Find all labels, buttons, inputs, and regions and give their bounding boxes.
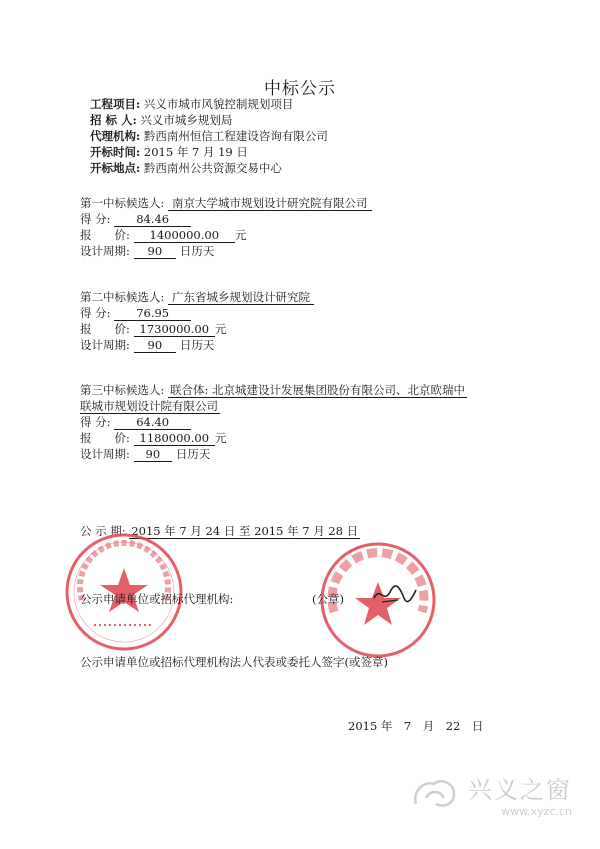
representative-line: 公示申请单位或招标代理机构法人代表或委托人签字(或签章) <box>80 655 388 669</box>
price-unit: 元 <box>215 322 227 336</box>
period-value: 90 <box>134 244 177 259</box>
candidate-2-name-row <box>80 290 314 305</box>
price-unit: 元 <box>215 431 227 445</box>
watermark-text: 兴义之窗 <box>468 776 572 804</box>
candidate-name: 联合体: 北京城建设计发展集团股份有限公司、北京欧瑞中 <box>170 383 466 397</box>
page-title: 中标公示 <box>264 79 336 99</box>
candidate-name-cont: 联城市规划设计院有限公司 <box>80 399 218 413</box>
watermark-url: www.xyzc.cn <box>501 805 572 818</box>
candidate-label: 第三中标候选人: <box>80 383 165 397</box>
period-label: 设计周期: <box>80 338 130 352</box>
open-place-label: 开标地点: <box>90 161 141 175</box>
price-label: 报 价: <box>80 322 130 336</box>
price-unit: 元 <box>235 228 247 242</box>
candidate-3-price-row <box>80 431 227 446</box>
notice-period-value: 2015 年 7 月 24 日 至 2015 年 7 月 28 日 <box>131 524 359 538</box>
period-unit: 日历天 <box>179 244 215 258</box>
candidate-2-price-row <box>80 322 227 337</box>
score-value: 84.46 <box>114 212 191 227</box>
notice-period-label: 公 示 期: <box>80 524 126 538</box>
candidate-1-score-row <box>80 212 191 227</box>
watermark-logo-icon <box>410 774 462 814</box>
score-label: 得 分: <box>80 415 111 429</box>
agency-label: 代理机构: <box>90 129 141 143</box>
candidate-3-name-row <box>80 383 467 398</box>
candidate-label: 第二中标候选人: <box>80 290 165 304</box>
price-label: 报 价: <box>80 228 130 242</box>
open-place-value: 黔西南州公共资源交易中心 <box>143 161 282 175</box>
agency-value: 黔西南州恒信工程建设咨询有限公司 <box>143 129 328 143</box>
site-watermark <box>410 770 572 818</box>
period-value: 90 <box>134 447 173 462</box>
tenderer-value: 兴义市城乡规划局 <box>140 113 233 127</box>
seal-note: (公章) <box>312 592 344 606</box>
period-label: 设计周期: <box>80 447 130 461</box>
period-label: 设计周期: <box>80 244 130 258</box>
candidate-2-score-row <box>80 306 191 321</box>
candidate-1-name-row <box>80 196 372 211</box>
period-value: 90 <box>134 338 177 353</box>
project-line-3 <box>90 129 328 143</box>
project-line-2 <box>90 113 232 127</box>
candidate-1-price-row <box>80 228 247 243</box>
price-value: 1400000.00 <box>134 228 236 243</box>
open-time-value: 2015 年 7 月 19 日 <box>143 145 248 159</box>
score-label: 得 分: <box>80 212 111 226</box>
candidate-name: 广东省城乡规划设计研究院 <box>168 290 314 305</box>
applicant-line: 公示申请单位或招标代理机构: <box>80 592 234 606</box>
candidate-3-name-row-2 <box>80 399 220 414</box>
period-unit: 日历天 <box>179 338 215 352</box>
score-label: 得 分: <box>80 306 111 320</box>
candidate-3-score-row <box>80 415 191 430</box>
period-unit: 日历天 <box>175 447 211 461</box>
price-label: 报 价: <box>80 431 130 445</box>
candidate-name: 南京大学城市规划设计研究院有限公司 <box>168 196 372 211</box>
project-line-4 <box>90 145 248 159</box>
score-value: 64.40 <box>114 415 191 430</box>
open-time-label: 开标时间: <box>90 145 141 159</box>
project-line-5 <box>90 161 282 175</box>
score-value: 76.95 <box>114 306 191 321</box>
price-value: 1180000.00 <box>134 431 216 446</box>
project-label: 工程项目: <box>90 97 141 111</box>
tenderer-label: 招 标 人: <box>90 113 137 127</box>
project-value: 兴义市城市风貌控制规划项目 <box>143 97 294 111</box>
price-value: 1730000.00 <box>134 322 216 337</box>
candidate-2-period-row <box>80 338 214 353</box>
project-line-1 <box>90 97 293 111</box>
handwritten-signature <box>370 580 420 610</box>
document-date: 2015 年 7 月 22 日 <box>348 719 484 733</box>
candidate-3-period-row <box>80 447 210 462</box>
candidate-1-period-row <box>80 244 214 259</box>
candidate-label: 第一中标候选人: <box>80 196 165 210</box>
